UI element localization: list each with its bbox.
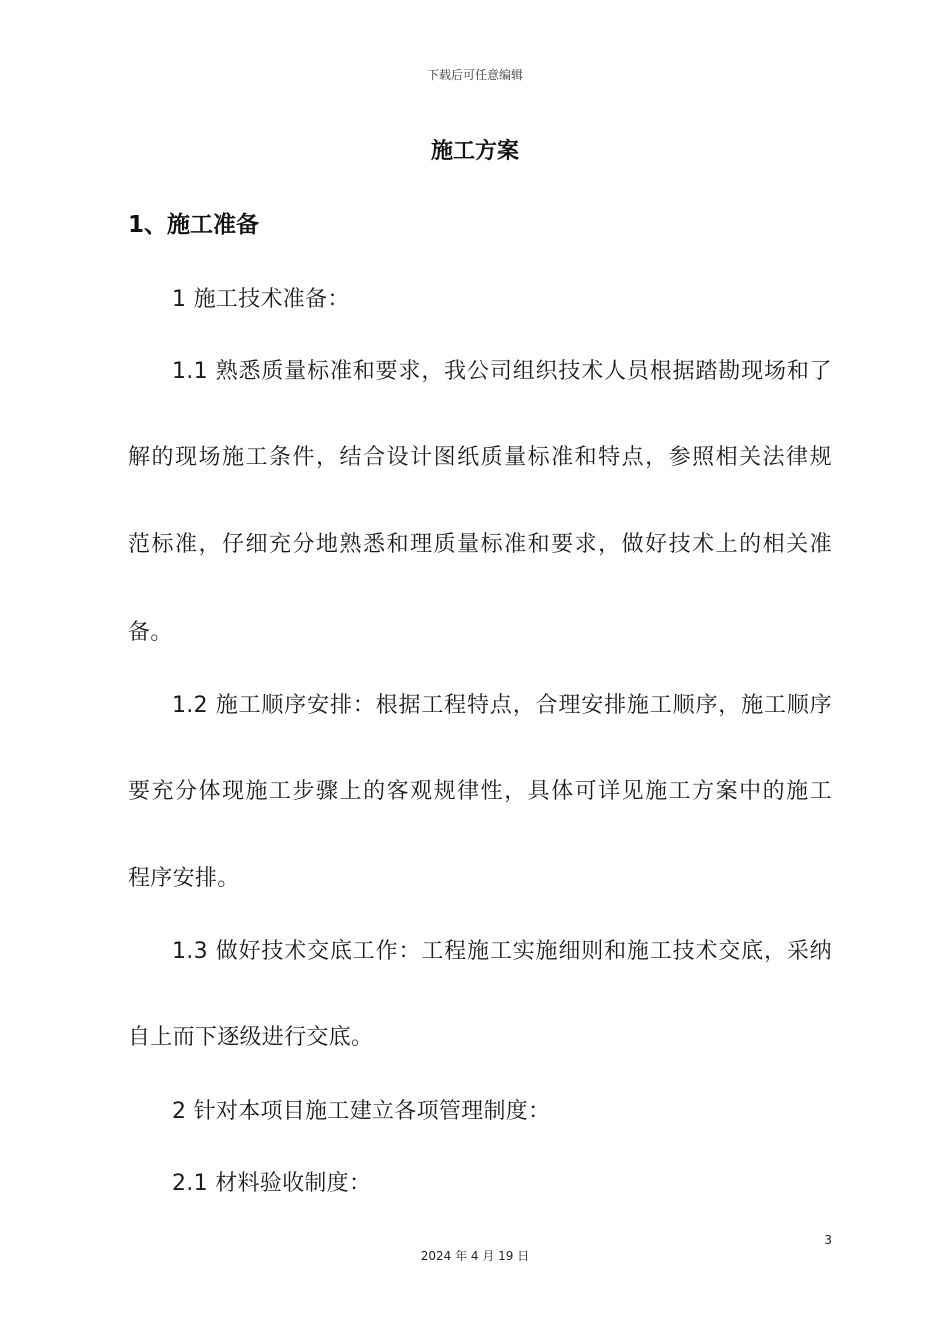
paragraph-line: 自上而下逐级进行交底。 bbox=[128, 1025, 374, 1050]
section-heading: 1、施工准备 bbox=[128, 212, 260, 238]
paragraph-line: 解的现场施工条件，结合设计图纸质量标准和特点，参照相关法律规 bbox=[128, 445, 832, 470]
paragraph-line: 要充分体现施工步骤上的客观规律性，具体可详见施工方案中的施工 bbox=[128, 779, 832, 804]
paragraph-line: 程序安排。 bbox=[128, 866, 240, 891]
document-title: 施工方案 bbox=[430, 139, 519, 164]
page-header: 下载后可任意编辑 bbox=[426, 68, 523, 82]
paragraph-line: 1.1 熟悉质量标准和要求，我公司组织技术人员根据踏勘现场和了 bbox=[172, 359, 832, 384]
paragraph-line: 1.3 做好技术交底工作：工程施工实施细则和施工技术交底，采纳 bbox=[172, 939, 832, 964]
paragraph-line: 1.2 施工顺序安排：根据工程特点，合理安排施工顺序，施工顺序 bbox=[172, 693, 832, 718]
paragraph-line: 2.1 材料验收制度： bbox=[172, 1171, 372, 1196]
paragraph-line: 2 针对本项目施工建立各项管理制度： bbox=[172, 1099, 551, 1124]
paragraph-line: 范标准，仔细充分地熟悉和理质量标准和要求，做好技术上的相关准 bbox=[128, 532, 832, 557]
page-number: 3 bbox=[824, 1233, 832, 1247]
page-footer-date: 2024 年 4 月 19 日 bbox=[420, 1249, 530, 1263]
paragraph-line: 备。 bbox=[128, 620, 173, 645]
paragraph-line: 1 施工技术准备： bbox=[172, 287, 350, 312]
